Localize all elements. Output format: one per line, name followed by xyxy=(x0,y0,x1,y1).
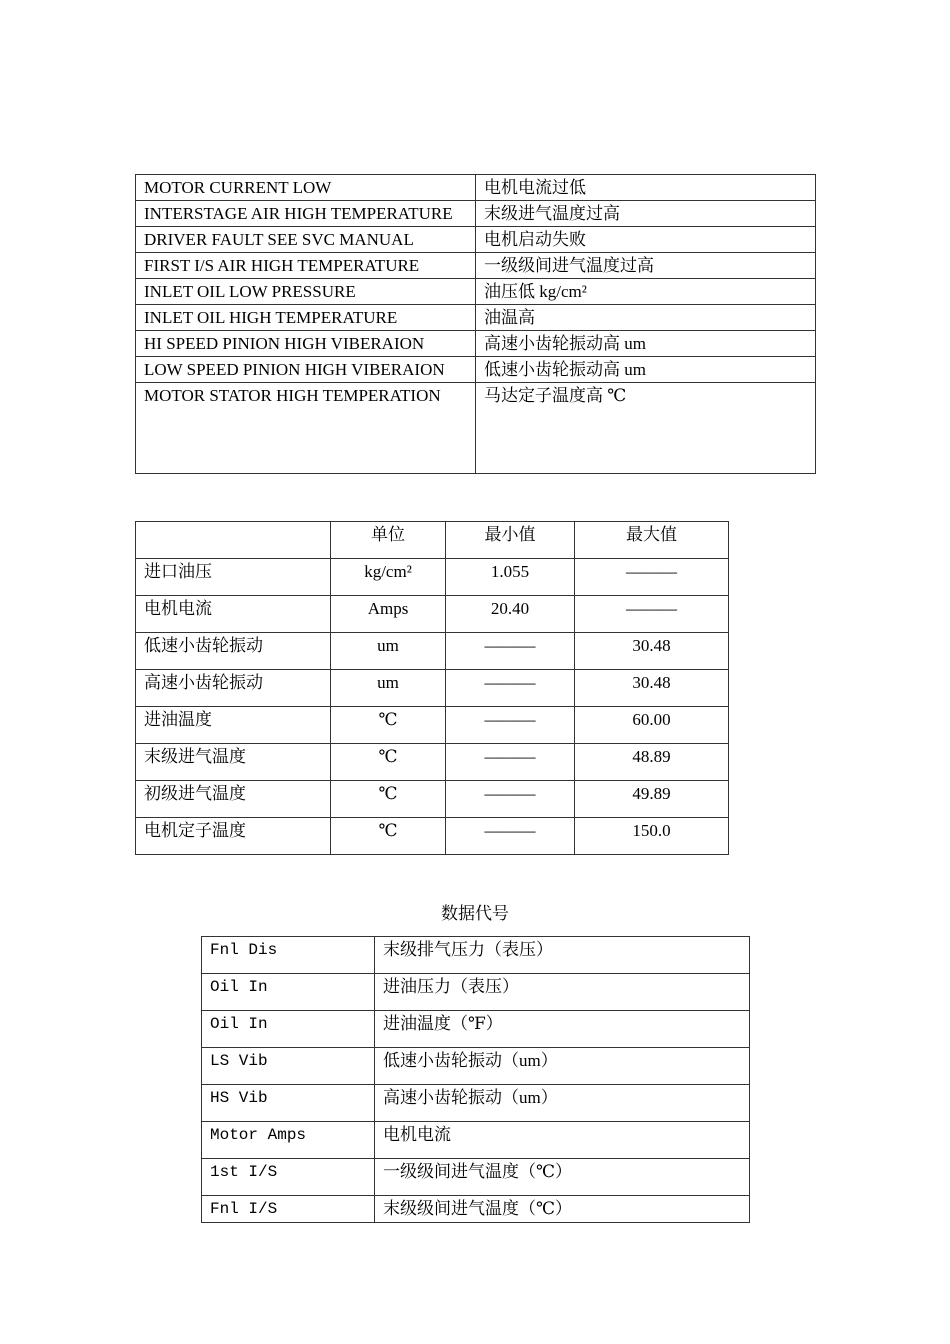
unit-cell: kg/cm² xyxy=(331,559,446,596)
code-cell: HS Vib xyxy=(202,1085,375,1122)
code-cell: Oil In xyxy=(202,974,375,1011)
min-cell: ——— xyxy=(446,707,575,744)
table-row xyxy=(136,331,816,357)
unit-cell: Amps xyxy=(331,596,446,633)
unit-cell: ℃ xyxy=(331,707,446,744)
table-row xyxy=(202,1196,750,1223)
alarm-en: INLET OIL HIGH TEMPERATURE xyxy=(136,305,476,331)
description-cell: 进油压力（表压） xyxy=(375,974,750,1011)
alarm-cn: 高速小齿轮振动高 um xyxy=(476,331,816,357)
max-cell: 150.0 xyxy=(575,818,729,855)
table-row xyxy=(136,383,816,474)
description-cell: 末级排气压力（表压） xyxy=(375,937,750,974)
table-row xyxy=(202,974,750,1011)
code-cell: Fnl Dis xyxy=(202,937,375,974)
parameter-cell: 末级进气温度 xyxy=(136,744,331,781)
table-row xyxy=(136,781,729,818)
parameter-cell: 进口油压 xyxy=(136,559,331,596)
table-row xyxy=(202,1048,750,1085)
alarm-cn: 马达定子温度高 ℃ xyxy=(476,383,816,474)
alarm-cn: 电机电流过低 xyxy=(476,175,816,201)
alarm-cn: 油温高 xyxy=(476,305,816,331)
description-cell: 高速小齿轮振动（um） xyxy=(375,1085,750,1122)
alarm-cn: 一级级间进气温度过高 xyxy=(476,253,816,279)
max-cell: 30.48 xyxy=(575,670,729,707)
description-cell: 末级级间进气温度（℃） xyxy=(375,1196,750,1223)
table-row xyxy=(136,175,816,201)
unit-cell: um xyxy=(331,670,446,707)
description-cell: 一级级间进气温度（℃） xyxy=(375,1159,750,1196)
code-cell: Oil In xyxy=(202,1011,375,1048)
parameter-cell: 低速小齿轮振动 xyxy=(136,633,331,670)
parameter-cell: 进油温度 xyxy=(136,707,331,744)
code-cell: Fnl I/S xyxy=(202,1196,375,1223)
max-cell: 60.00 xyxy=(575,707,729,744)
alarm-en: INTERSTAGE AIR HIGH TEMPERATURE xyxy=(136,201,476,227)
table-row xyxy=(136,633,729,670)
table-row xyxy=(136,305,816,331)
limits-table xyxy=(135,521,729,855)
alarm-en: INLET OIL LOW PRESSURE xyxy=(136,279,476,305)
unit-cell: ℃ xyxy=(331,818,446,855)
table-row xyxy=(202,1085,750,1122)
column-header: 单位 xyxy=(331,522,446,559)
parameter-cell: 高速小齿轮振动 xyxy=(136,670,331,707)
unit-cell: ℃ xyxy=(331,744,446,781)
alarm-cn: 低速小齿轮振动高 um xyxy=(476,357,816,383)
max-cell: ——— xyxy=(575,559,729,596)
table-row xyxy=(136,670,729,707)
min-cell: 1.055 xyxy=(446,559,575,596)
table-row xyxy=(136,818,729,855)
alarm-cn: 油压低 kg/cm² xyxy=(476,279,816,305)
table-row xyxy=(202,1011,750,1048)
max-cell: ——— xyxy=(575,596,729,633)
max-cell: 30.48 xyxy=(575,633,729,670)
code-cell: 1st I/S xyxy=(202,1159,375,1196)
table-row xyxy=(136,253,816,279)
table-row xyxy=(136,596,729,633)
min-cell: ——— xyxy=(446,670,575,707)
table-row xyxy=(136,227,816,253)
min-cell: ——— xyxy=(446,744,575,781)
alarm-en: DRIVER FAULT SEE SVC MANUAL xyxy=(136,227,476,253)
table-row xyxy=(136,707,729,744)
max-cell: 49.89 xyxy=(575,781,729,818)
table-row xyxy=(136,279,816,305)
min-cell: ——— xyxy=(446,818,575,855)
alarm-cn: 末级进气温度过高 xyxy=(476,201,816,227)
parameter-cell: 初级进气温度 xyxy=(136,781,331,818)
column-header: 最大值 xyxy=(575,522,729,559)
unit-cell: um xyxy=(331,633,446,670)
table-row xyxy=(136,744,729,781)
alarm-en: MOTOR STATOR HIGH TEMPERATION xyxy=(136,383,476,474)
code-cell: LS Vib xyxy=(202,1048,375,1085)
unit-cell: ℃ xyxy=(331,781,446,818)
table-header-row xyxy=(136,522,729,559)
description-cell: 进油温度（℉） xyxy=(375,1011,750,1048)
description-cell: 低速小齿轮振动（um） xyxy=(375,1048,750,1085)
table-row xyxy=(202,937,750,974)
alarm-en: MOTOR CURRENT LOW xyxy=(136,175,476,201)
description-cell: 电机电流 xyxy=(375,1122,750,1159)
table-row xyxy=(136,201,816,227)
alarm-table xyxy=(135,174,816,474)
parameter-cell: 电机定子温度 xyxy=(136,818,331,855)
alarm-en: HI SPEED PINION HIGH VIBERAION xyxy=(136,331,476,357)
alarm-en: LOW SPEED PINION HIGH VIBERAION xyxy=(136,357,476,383)
column-header: 最小值 xyxy=(446,522,575,559)
parameter-cell: 电机电流 xyxy=(136,596,331,633)
code-table xyxy=(201,936,750,1223)
table-row xyxy=(202,1159,750,1196)
table-row xyxy=(202,1122,750,1159)
table-row xyxy=(136,357,816,383)
max-cell: 48.89 xyxy=(575,744,729,781)
code-cell: Motor Amps xyxy=(202,1122,375,1159)
min-cell: ——— xyxy=(446,633,575,670)
min-cell: 20.40 xyxy=(446,596,575,633)
min-cell: ——— xyxy=(446,781,575,818)
alarm-cn: 电机启动失败 xyxy=(476,227,816,253)
alarm-en: FIRST I/S AIR HIGH TEMPERATURE xyxy=(136,253,476,279)
table-row xyxy=(136,559,729,596)
column-header xyxy=(136,522,331,559)
code-table-title: 数据代号 xyxy=(441,904,509,923)
